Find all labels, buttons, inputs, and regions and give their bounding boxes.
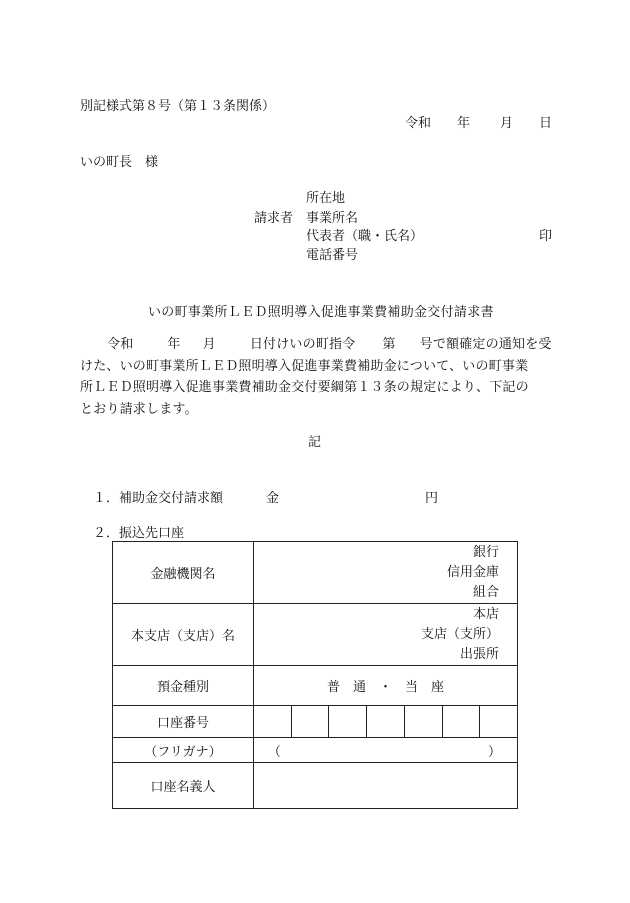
- table-row: [113, 738, 518, 763]
- bank-type-kumiai: 組合: [472, 584, 499, 600]
- account-number-label: 口座番号: [113, 706, 254, 738]
- date-year: 年: [457, 116, 471, 131]
- deposit-type-value: 普 通 ・ 当 座: [253, 666, 517, 706]
- furigana-close-paren: ）: [487, 744, 501, 760]
- date-month: 月: [500, 116, 514, 131]
- seal-mark: 印: [539, 229, 553, 244]
- applicant-phone: 電話番号: [306, 248, 359, 263]
- applicant-company: 事業所名: [306, 211, 359, 226]
- table-row: [113, 666, 518, 706]
- body-line-2: けた、いの町事業所ＬＥＤ照明導入促進事業費補助金について、いの町事業: [80, 358, 529, 374]
- bank-type-shinkin: 信用金庫: [446, 564, 499, 580]
- ki-heading: 記: [308, 435, 322, 450]
- document-title: いの町事業所ＬＥＤ照明導入促進事業費補助金交付請求書: [148, 305, 494, 320]
- account-digit-box: [442, 706, 480, 738]
- account-digit-box: [404, 706, 442, 738]
- item-1-yen: 円: [425, 491, 439, 506]
- body-line-4: とおり請求します。: [80, 401, 198, 417]
- deposit-type-label: 預金種別: [113, 666, 254, 706]
- applicant-address: 所在地: [306, 191, 346, 206]
- branch-type-office: 出張所: [459, 646, 499, 662]
- table-row: [113, 706, 518, 738]
- branch-type-main: 本店: [472, 606, 499, 622]
- furigana-label: （フリガナ）: [113, 738, 254, 763]
- table-row: [113, 763, 518, 809]
- date-day: 日: [539, 116, 553, 131]
- branch-name-cell: [253, 604, 517, 666]
- furigana-open-paren: （: [267, 744, 281, 760]
- table-row: [113, 604, 518, 666]
- account-holder-cell: [253, 763, 517, 809]
- branch-name-label: 本支店（支店）名: [113, 604, 254, 666]
- bank-name-label: 金融機関名: [113, 542, 254, 604]
- body-line-1: 令和 年 月 日付けいの町指令 第 号で額確定の通知を受: [107, 337, 552, 352]
- account-holder-label: 口座名義人: [113, 763, 254, 809]
- body-paragraph: [80, 334, 552, 420]
- bank-account-table: [112, 541, 518, 809]
- date-era: 令和: [405, 116, 432, 131]
- item-2-label: ２．振込先口座: [93, 526, 185, 541]
- furigana-cell: [253, 738, 517, 763]
- branch-type-branch: 支店（支所）: [420, 626, 499, 642]
- applicant-label: 請求者: [254, 211, 294, 226]
- bank-name-cell: [253, 542, 517, 604]
- item-1-kin: 金: [266, 491, 280, 506]
- account-digit-box: [291, 706, 329, 738]
- account-digit-box: [480, 706, 518, 738]
- applicant-representative: 代表者（職・氏名）: [306, 229, 424, 244]
- account-digit-box: [253, 706, 291, 738]
- addressee: いの町長 様: [80, 155, 159, 170]
- table-row: [113, 542, 518, 604]
- form-number: 別記様式第８号（第１３条関係）: [80, 99, 276, 114]
- account-digit-box: [329, 706, 367, 738]
- body-line-3: 所ＬＥＤ照明導入促進事業費補助金交付要綱第１３条の規定により、下記の: [80, 380, 529, 395]
- item-1-label: １．補助金交付請求額: [93, 491, 224, 506]
- account-digit-box: [367, 706, 405, 738]
- bank-type-bank: 銀行: [472, 544, 499, 560]
